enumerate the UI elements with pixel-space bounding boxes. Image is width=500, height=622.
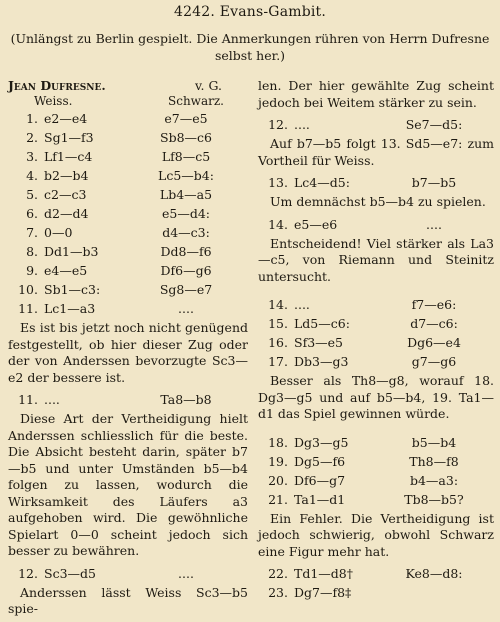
white-label: Weiss. (34, 94, 73, 108)
move-row (258, 352, 494, 371)
white-move: Ld5—c6: (294, 316, 350, 331)
move-row (258, 295, 494, 314)
white-move: Sg1—f3 (44, 130, 94, 145)
left-column (8, 78, 248, 622)
colors-header (8, 94, 248, 109)
white-move: Lc1—a3 (44, 301, 96, 316)
move-number: 8. (26, 244, 38, 259)
white-move: e4—e5 (44, 263, 88, 278)
black-move: Lf8—c5 (161, 149, 211, 164)
move-number: 2. (26, 130, 38, 145)
white-move: Td1—d8† (294, 566, 353, 581)
move-number: 14. (268, 297, 288, 312)
white-move: Sc3—d5 (44, 565, 96, 581)
move-row (8, 128, 248, 147)
move-number: 13. (268, 175, 288, 190)
move-number: 17. (268, 354, 288, 369)
note-12b: Auf b7—b5 folgt 13. Sd5—e7: zum Vortheil für Weiss. (258, 136, 494, 168)
white-move: e5—e6 (294, 216, 338, 232)
white-move: Ta1—d1 (294, 491, 346, 507)
move-row (8, 242, 248, 261)
move-row (8, 223, 248, 242)
move-row (258, 333, 494, 352)
black-move: Lb4—a5 (159, 187, 213, 202)
white-move: d2—d4 (44, 206, 89, 221)
note-11: Es ist bis jetzt noch nicht genügend festgestellt, ob hier dieser Zug oder der von Anderssen bevorzugte Sc3—e2 der bessere ist. (8, 320, 248, 385)
move-number: 10. (18, 282, 38, 297)
move-number: 22. (268, 566, 288, 581)
note-13: Um demnächst b5—b4 zu spielen. (270, 194, 486, 209)
move-row (8, 261, 248, 280)
black-move: Ke8—d8: (405, 566, 463, 581)
white-move: Lc4—d5: (294, 175, 350, 190)
white-move: Dg5—f6 (294, 453, 346, 469)
move-list-right-b (258, 433, 494, 509)
black-move: Tb8—b5? (404, 491, 464, 507)
black-move: .... (178, 565, 194, 581)
black-move: e5—d4: (161, 206, 211, 221)
move-number: 1. (26, 111, 38, 126)
black-move: Ta8—b8 (160, 392, 212, 407)
note-21: Ein Fehler. Die Vertheidigung ist jedoch schwierig, obwohl Schwarz eine Figur mehr hat. (258, 510, 494, 559)
move-row (8, 390, 248, 409)
move-number: 5. (26, 187, 38, 202)
black-move: f7—e6: (411, 297, 457, 312)
move-row (8, 299, 248, 318)
move-row (258, 115, 494, 134)
black-move: .... (178, 301, 194, 316)
move-number: 3. (26, 149, 38, 164)
move-number: 23. (268, 585, 288, 600)
note-11b: Diese Art der Vertheidigung hielt Anderssen schliesslich für die beste. Die Absicht besteht darin, später b7—b5 und unter Umständen b5—b4 folgen zu lassen, wodurch die Wirksamkeit des Läufers a3 aufgehoben wird. Die gewöhnliche Spielart 0—0 scheint jedoch sich besser zu bewähren. (8, 411, 248, 558)
move-number: 12. (18, 565, 38, 581)
white-move: .... (294, 297, 310, 312)
black-move: e7—e5 (164, 111, 208, 126)
black-move: Sg8—e7 (159, 282, 213, 297)
move-row (258, 452, 494, 471)
white-move: .... (44, 392, 60, 407)
move-row (258, 564, 494, 583)
move-number: 15. (268, 316, 288, 331)
move-number: 6. (26, 206, 38, 221)
black-move: b7—b5 (411, 175, 457, 190)
white-move: Lf1—c4 (44, 149, 93, 164)
move-number: 7. (26, 225, 38, 240)
note-12-start: Anderssen lässt Weiss Sc3—b5 spie- (8, 584, 248, 616)
move-list-right-c (258, 564, 494, 602)
white-move: Df6—g7 (294, 472, 346, 488)
black-move: g7—g6 (411, 354, 457, 369)
move-number: 11. (18, 301, 38, 316)
move-row (258, 471, 494, 490)
black-player: v. G. (194, 78, 222, 93)
black-move: d4—c3: (162, 225, 210, 240)
white-move: Dg7—f8‡ (294, 585, 352, 600)
move-row (258, 215, 494, 234)
move-row (8, 109, 248, 128)
move-row (258, 583, 494, 602)
move-row (258, 314, 494, 333)
white-move: 0—0 (44, 225, 73, 240)
note-17: Besser als Th8—g8, worauf 18. Dg3—g5 und auf b5—b4, 19. Ta1—d1 das Spiel gewinnen würde. (258, 373, 494, 421)
black-move: Df6—g6 (160, 263, 212, 278)
black-move: b4—a3: (409, 472, 459, 488)
players-header (8, 78, 248, 94)
black-move: d7—c6: (410, 316, 458, 331)
right-column (258, 78, 494, 602)
white-move: .... (294, 117, 310, 132)
black-move: b5—b4 (411, 434, 457, 450)
white-move: Sf3—e5 (294, 335, 343, 350)
game-title: 4242. Evans-Gambit. (173, 4, 327, 20)
move-list-right-a (258, 295, 494, 371)
move-row (8, 185, 248, 204)
white-move: b2—b4 (44, 168, 89, 183)
move-row (8, 147, 248, 166)
move-number: 12. (268, 117, 288, 132)
black-move: .... (426, 216, 442, 232)
black-move: Se7—d5: (405, 117, 463, 132)
move-number: 14. (268, 216, 288, 232)
move-number: 18. (268, 434, 288, 450)
white-move: Dd1—b3 (44, 244, 99, 259)
move-row (258, 490, 494, 509)
white-move: Sb1—c3: (44, 282, 101, 297)
black-label: Schwarz. (168, 94, 224, 108)
move-row (8, 204, 248, 223)
move-number: 16. (268, 335, 288, 350)
note-14: Entscheidend! Viel stärker als La3—c5, von Riemann und Steinitz untersucht. (258, 235, 494, 284)
white-move: Dg3—g5 (294, 434, 349, 450)
move-number: 11. (18, 392, 38, 407)
move-row (8, 166, 248, 185)
black-move: Dg6—e4 (407, 335, 461, 350)
white-move: c2—c3 (44, 187, 87, 202)
move-row (258, 433, 494, 452)
white-move: e2—e4 (44, 111, 88, 126)
white-move: Db3—g3 (294, 354, 349, 369)
move-number: 19. (268, 453, 288, 469)
black-move (374, 583, 494, 602)
move-row (8, 564, 248, 583)
move-row (8, 280, 248, 299)
move-number: 20. (268, 472, 288, 488)
move-number: 21. (268, 491, 288, 507)
move-list-left (8, 109, 248, 318)
move-number: 4. (26, 168, 38, 183)
note-12-cont: len. Der hier gewählte Zug scheint jedoch bei Weitem stärker zu sein. (258, 78, 494, 110)
game-intro: (Unlängst zu Berlin gespielt. Die Anmerkungen rühren von Herrn Dufresne selbst her.) (10, 31, 490, 63)
black-move: Lc5—b4: (158, 168, 214, 183)
white-player: Jean Dufresne. (8, 78, 106, 93)
move-row (258, 173, 494, 192)
black-move: Th8—f8 (409, 453, 459, 469)
black-move: Dd8—f6 (160, 244, 212, 259)
move-number: 9. (26, 263, 38, 278)
black-move: Sb8—c6 (160, 130, 212, 145)
